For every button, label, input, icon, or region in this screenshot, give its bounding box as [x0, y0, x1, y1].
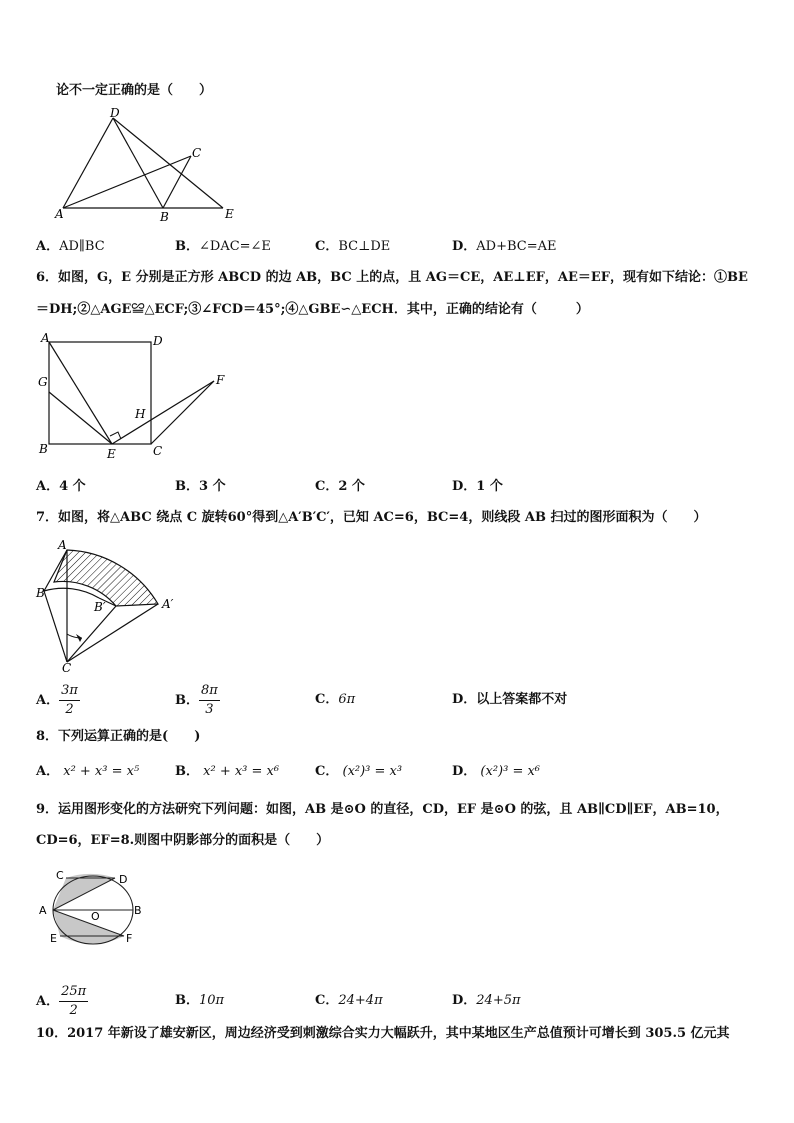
q9-label-B: B — [134, 904, 142, 917]
q6-label-F: F — [216, 373, 225, 387]
q9-option-a: A． $\frac{25\pi}{2}$ — [36, 984, 87, 1018]
q9-option-d: D．24+5π — [452, 993, 521, 1008]
q9-label-O: O — [91, 910, 100, 923]
q9-stem-line1: 9．运用图形变化的方法研究下列问题：如图，AB 是⊙O 的直径，CD，EF 是⊙O 的弦，且 AB∥CD∥EF，AB=10， — [36, 802, 729, 817]
q9-option-b: B．10π — [175, 993, 225, 1008]
q7-label-B: B — [36, 586, 45, 600]
q6-option-c: C．2 个 — [315, 479, 365, 494]
q9-figure — [36, 868, 146, 950]
q5-option-a: A．AD∥BC — [36, 239, 105, 254]
q6-stem-line2: ＝DH;②△AGE≌△ECF;③∠FCD＝45°;④△GBE∽△ECH．其中，正确的结论有（ ） — [36, 302, 589, 317]
q5-option-b: B．∠DAC=∠E — [175, 239, 271, 254]
q5-option-c: C．BC⊥DE — [315, 239, 391, 254]
q10-stem: 10．2017 年新设了雄安新区，周边经济受到刺激综合实力大幅跃升，其中某地区生产总值预计可增长到 305.5 亿元其 — [36, 1026, 730, 1041]
q8-option-a: A． x² + x³ = x⁵ — [36, 764, 140, 779]
q5-label-B: B — [160, 210, 169, 224]
q5-option-d: D．AD+BC=AE — [452, 239, 557, 254]
q9-label-A: A — [39, 904, 47, 917]
q6-label-H: H — [135, 407, 146, 421]
q6-option-d: D．1 个 — [452, 479, 503, 494]
q6-label-D: D — [153, 334, 163, 348]
q5-label-A: A — [55, 207, 64, 221]
q6-option-b: B．3 个 — [175, 479, 226, 494]
q7-option-c: C．6π — [315, 692, 356, 707]
q8-stem: 8．下列运算正确的是( ) — [36, 729, 201, 744]
q6-figure — [36, 332, 236, 462]
q6-stem-line1: 6．如图，G，E 分别是正方形 ABCD 的边 AB，BC 上的点，且 AG＝CE，AE⊥EF，AE＝EF，现有如下结论：①BE — [36, 270, 748, 285]
q7-label-A: A — [58, 538, 67, 552]
q8-option-d: D． (x²)³ = x⁶ — [452, 764, 541, 779]
q8-option-c: C． (x²)³ = x³ — [315, 764, 403, 779]
q7-option-a: A． $\frac{3\pi}{2}$ — [36, 683, 78, 717]
q9-option-c: C．24+4π — [315, 993, 383, 1008]
q7-figure — [36, 538, 186, 674]
q5-label-C: C — [192, 146, 202, 160]
q7-label-Ap: A′ — [162, 597, 174, 611]
q9-label-F: F — [126, 932, 133, 945]
q7-stem: 7．如图，将△ABC 绕点 C 旋转60°得到△A′B′C′，已知 AC=6，BC=4，则线段 AB 扫过的图形面积为（ ） — [36, 510, 707, 525]
q6-label-B: B — [39, 442, 48, 456]
q7-label-Bp: B′ — [94, 600, 106, 614]
q5-label-D: D — [110, 106, 120, 120]
q8-option-b: B． x² + x³ = x⁶ — [175, 764, 280, 779]
q6-label-A: A — [41, 331, 50, 345]
q7-option-d: D．以上答案都不对 — [452, 692, 568, 707]
q9-stem-line2: CD=6，EF=8.则图中阴影部分的面积是（ ） — [36, 833, 330, 848]
q9-label-D: D — [119, 873, 128, 886]
q7-option-b: B． $\frac{8\pi}{3}$ — [175, 683, 218, 717]
q6-option-a: A．4 个 — [36, 479, 86, 494]
q6-label-E: E — [107, 447, 116, 461]
q5-stem: 论不一定正确的是（ ） — [56, 83, 213, 98]
q5-label-E: E — [225, 207, 234, 221]
q6-label-G: G — [38, 375, 48, 389]
q7-label-C: C — [62, 661, 72, 675]
q9-label-C: C — [56, 869, 64, 882]
q9-label-E: E — [50, 932, 57, 945]
q6-label-C: C — [153, 444, 163, 458]
q5-figure — [55, 108, 245, 226]
